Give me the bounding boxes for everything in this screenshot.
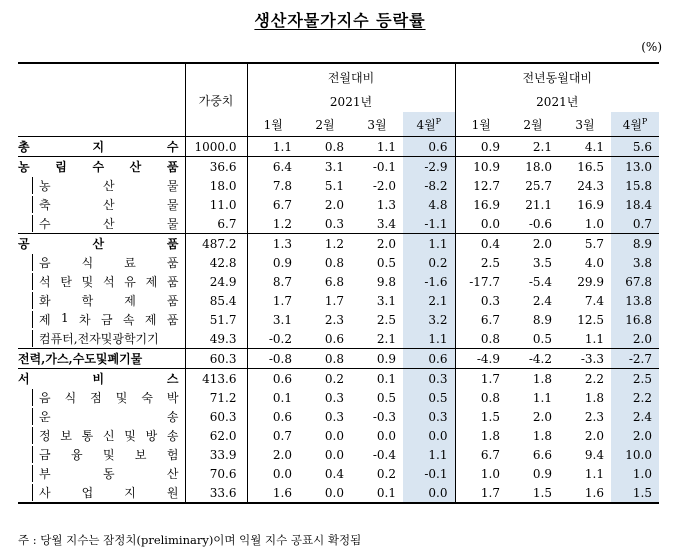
- mom-cell: 2.0: [272, 447, 292, 462]
- mom-cell: 3.1: [376, 293, 396, 308]
- row-label: 제 1 차 금 속 제 품: [18, 310, 185, 329]
- mom-cell: 1.1: [403, 445, 455, 464]
- yoy-cell: 16.5: [559, 157, 611, 177]
- yoy-cell: 12.5: [577, 312, 604, 327]
- yoy-cell: 0.8: [480, 390, 500, 405]
- yoy-cell: 1.7: [455, 483, 507, 503]
- mom-cell: 0.3: [403, 369, 455, 389]
- table-row: [18, 407, 659, 426]
- yoy-cell: 0.4: [455, 234, 507, 254]
- weight-cell: 24.9: [185, 272, 247, 291]
- yoy-cell: 0.5: [532, 331, 552, 346]
- mom-cell: -2.0: [372, 178, 396, 193]
- yoy-cell: -4.2: [507, 349, 559, 369]
- row-label: 서 비 스: [18, 369, 185, 389]
- yoy-cell: 1.5: [480, 409, 500, 424]
- row-label: 석 탄 및 석 유 제 품: [18, 272, 185, 291]
- table-row: [18, 483, 659, 503]
- yoy-cell: 2.5: [480, 255, 500, 270]
- weight-cell: 60.3: [185, 407, 247, 426]
- table-row: [18, 176, 659, 195]
- yoy-cell: 1.8: [584, 390, 604, 405]
- header-month: 3월: [351, 112, 403, 137]
- mom-cell: -0.1: [403, 464, 455, 483]
- yoy-cell: 5.6: [611, 137, 659, 157]
- yoy-cell: 24.3: [577, 178, 604, 193]
- mom-cell: 2.0: [351, 234, 403, 254]
- mom-cell: 1.1: [272, 139, 292, 154]
- mom-cell: 1.7: [272, 293, 292, 308]
- mom-cell: 0.5: [403, 388, 455, 407]
- yoy-cell: -17.7: [469, 274, 500, 289]
- weight-cell: 1000.0: [185, 137, 247, 157]
- row-label: 사 업 지 원: [18, 483, 185, 503]
- yoy-cell: 2.0: [611, 426, 659, 445]
- footnote: 주 : 당월 지수는 잠정치(preliminary)이며 익월 지수 공표시 확정됨: [18, 533, 362, 547]
- table-row: [18, 214, 659, 234]
- yoy-cell: 2.4: [611, 407, 659, 426]
- yoy-cell: 0.8: [480, 331, 500, 346]
- mom-cell: 6.8: [324, 274, 344, 289]
- yoy-cell: 18.0: [507, 157, 559, 177]
- mom-cell: 0.3: [324, 390, 344, 405]
- weight-cell: 33.9: [185, 445, 247, 464]
- mom-cell: 0.6: [247, 369, 299, 389]
- yoy-cell: 0.9: [480, 139, 500, 154]
- row-label: 농 림 수 산 품: [18, 157, 185, 177]
- yoy-cell: 2.0: [584, 428, 604, 443]
- header-year-mom: 2021년: [247, 90, 455, 112]
- header-year-yoy: 2021년: [536, 94, 579, 109]
- mom-cell: 0.3: [324, 216, 344, 231]
- header-month: 2월: [299, 112, 351, 137]
- mom-cell: 2.1: [403, 291, 455, 310]
- mom-cell: 0.9: [351, 349, 403, 369]
- mom-cell: 1.7: [324, 293, 344, 308]
- mom-cell: -2.9: [403, 157, 455, 177]
- table-row: [18, 234, 659, 254]
- table-row: [18, 157, 659, 177]
- mom-cell: 1.3: [376, 197, 396, 212]
- header-month-prelim: 4월$^P$: [403, 112, 455, 137]
- weight-cell: 36.6: [185, 157, 247, 177]
- yoy-cell: 2.0: [532, 409, 552, 424]
- yoy-cell: 67.8: [611, 272, 659, 291]
- mom-cell: 2.0: [324, 197, 344, 212]
- yoy-cell: 10.0: [611, 445, 659, 464]
- mom-cell: 0.2: [299, 369, 351, 389]
- mom-cell: -0.4: [372, 447, 396, 462]
- yoy-cell: 2.3: [584, 409, 604, 424]
- row-label: 농 산 물: [18, 176, 185, 195]
- yoy-cell: 6.7: [480, 312, 500, 327]
- mom-cell: 1.2: [272, 216, 292, 231]
- table-row: [18, 195, 659, 214]
- row-label: 음 식 점 및 숙 박: [18, 388, 185, 407]
- table-row: [18, 310, 659, 329]
- mom-cell: 1.6: [247, 483, 299, 503]
- yoy-cell: 16.9: [577, 197, 604, 212]
- header-month: 2월: [507, 112, 559, 137]
- mom-cell: 6.7: [272, 197, 292, 212]
- weight-cell: 18.0: [185, 176, 247, 195]
- page-title: 생산자물가지수 등락률: [254, 11, 426, 30]
- weight-cell: 6.7: [185, 214, 247, 234]
- weight-cell: 70.6: [185, 464, 247, 483]
- header-month: 1월: [455, 112, 507, 137]
- yoy-cell: -3.3: [559, 349, 611, 369]
- yoy-cell: 1.0: [584, 216, 604, 231]
- weight-cell: 85.4: [185, 291, 247, 310]
- mom-cell: 0.4: [324, 466, 344, 481]
- header-mom: 전월대비: [247, 63, 455, 90]
- mom-cell: 0.5: [376, 255, 396, 270]
- mom-cell: 0.6: [403, 137, 455, 157]
- mom-cell: 0.5: [376, 390, 396, 405]
- yoy-cell: 1.5: [507, 483, 559, 503]
- yoy-cell: 1.1: [584, 466, 604, 481]
- yoy-cell: 10.9: [455, 157, 507, 177]
- mom-cell: 4.8: [403, 195, 455, 214]
- yoy-cell: -5.4: [528, 274, 552, 289]
- yoy-cell: 0.9: [532, 466, 552, 481]
- table-body: [18, 137, 659, 504]
- mom-cell: 1.3: [247, 234, 299, 254]
- mom-cell: -1.6: [403, 272, 455, 291]
- mom-cell: 2.5: [376, 312, 396, 327]
- table-row: [18, 329, 659, 349]
- table-row: [18, 369, 659, 389]
- mom-cell: 0.8: [299, 349, 351, 369]
- mom-cell: 0.2: [376, 466, 396, 481]
- yoy-cell: 2.4: [532, 293, 552, 308]
- mom-cell: 0.3: [324, 409, 344, 424]
- row-label: 화 학 제 품: [18, 291, 185, 310]
- yoy-cell: -2.7: [611, 349, 659, 369]
- mom-cell: -0.2: [268, 331, 292, 346]
- mom-cell: 0.3: [403, 407, 455, 426]
- yoy-cell: 16.8: [611, 310, 659, 329]
- table-row: [18, 426, 659, 445]
- table-row: [18, 445, 659, 464]
- yoy-cell: 4.1: [584, 139, 604, 154]
- mom-cell: 0.0: [299, 483, 351, 503]
- table-row: [18, 272, 659, 291]
- row-label: 공 산 품: [18, 234, 185, 254]
- yoy-cell: 25.7: [525, 178, 552, 193]
- weight-cell: 62.0: [185, 426, 247, 445]
- yoy-cell: 0.0: [480, 216, 500, 231]
- yoy-cell: 16.9: [473, 197, 500, 212]
- yoy-cell: 1.8: [532, 428, 552, 443]
- yoy-cell: 0.7: [611, 214, 659, 234]
- mom-cell: 2.1: [376, 331, 396, 346]
- yoy-cell: 1.1: [532, 390, 552, 405]
- yoy-cell: 2.1: [532, 139, 552, 154]
- yoy-cell: 12.7: [473, 178, 500, 193]
- yoy-cell: 3.8: [611, 253, 659, 272]
- yoy-cell: 1.5: [611, 483, 659, 503]
- row-label: 축 산 물: [18, 195, 185, 214]
- mom-cell: 0.2: [403, 253, 455, 272]
- header-weight: 가중치: [185, 63, 247, 137]
- mom-cell: 1.2: [299, 234, 351, 254]
- table-row: [18, 349, 659, 369]
- yoy-cell: 1.0: [611, 464, 659, 483]
- row-label: 컴퓨터,전자및광학기기: [18, 329, 185, 349]
- mom-cell: 0.6: [272, 409, 292, 424]
- yoy-cell: 5.7: [559, 234, 611, 254]
- mom-cell: 8.7: [272, 274, 292, 289]
- table-row: [18, 388, 659, 407]
- row-label: 금 융 및 보 험: [18, 445, 185, 464]
- yoy-cell: 21.1: [525, 197, 552, 212]
- yoy-cell: 29.9: [577, 274, 604, 289]
- mom-cell: 9.8: [376, 274, 396, 289]
- yoy-cell: 6.7: [480, 447, 500, 462]
- yoy-cell: 8.9: [532, 312, 552, 327]
- mom-cell: 0.0: [272, 466, 292, 481]
- mom-cell: 1.1: [376, 139, 396, 154]
- mom-cell: 3.1: [272, 312, 292, 327]
- mom-cell: 0.0: [376, 428, 396, 443]
- row-label: 부 동 산: [18, 464, 185, 483]
- table-row: [18, 291, 659, 310]
- row-label: 운 송: [18, 407, 185, 426]
- yoy-cell: 2.0: [507, 234, 559, 254]
- mom-cell: 3.1: [299, 157, 351, 177]
- weight-cell: 487.2: [185, 234, 247, 254]
- mom-cell: 5.1: [324, 178, 344, 193]
- mom-cell: 0.1: [272, 390, 292, 405]
- mom-cell: 3.2: [403, 310, 455, 329]
- mom-cell: 0.6: [324, 331, 344, 346]
- mom-cell: -0.1: [351, 157, 403, 177]
- row-label: 음 식 료 품: [18, 253, 185, 272]
- yoy-cell: 1.0: [480, 466, 500, 481]
- mom-cell: 0.1: [351, 483, 403, 503]
- mom-cell: -0.8: [247, 349, 299, 369]
- yoy-cell: 9.4: [584, 447, 604, 462]
- table-row: [18, 464, 659, 483]
- mom-cell: 0.8: [324, 139, 344, 154]
- yoy-cell: 2.5: [611, 369, 659, 389]
- yoy-cell: -0.6: [528, 216, 552, 231]
- mom-cell: 0.0: [403, 426, 455, 445]
- yoy-cell: 13.0: [611, 157, 659, 177]
- yoy-cell: 8.9: [611, 234, 659, 254]
- mom-cell: 7.8: [272, 178, 292, 193]
- unit-label: (%): [641, 40, 662, 54]
- weight-cell: 60.3: [185, 349, 247, 369]
- yoy-cell: 2.0: [611, 329, 659, 349]
- yoy-cell: 1.8: [480, 428, 500, 443]
- row-label: 수 산 물: [18, 214, 185, 234]
- mom-cell: 0.6: [403, 349, 455, 369]
- yoy-cell: 1.8: [507, 369, 559, 389]
- yoy-cell: 1.6: [559, 483, 611, 503]
- yoy-cell: 15.8: [611, 176, 659, 195]
- row-label: 정 보 통 신 및 방 송: [18, 426, 185, 445]
- mom-cell: -0.3: [372, 409, 396, 424]
- mom-cell: 6.4: [247, 157, 299, 177]
- weight-cell: 42.8: [185, 253, 247, 272]
- header-month-prelim: 4월$^P$: [611, 112, 659, 137]
- yoy-cell: 0.3: [480, 293, 500, 308]
- table-row: [18, 253, 659, 272]
- mom-cell: 0.9: [272, 255, 292, 270]
- weight-cell: 33.6: [185, 483, 247, 503]
- mom-cell: -1.1: [403, 214, 455, 234]
- yoy-cell: 1.7: [455, 369, 507, 389]
- table-row: [18, 137, 659, 157]
- mom-cell: 0.1: [351, 369, 403, 389]
- mom-cell: 3.4: [376, 216, 396, 231]
- header-yoy: 전년동월대비: [455, 63, 659, 90]
- yoy-cell: 2.2: [611, 388, 659, 407]
- mom-cell: 1.1: [403, 234, 455, 254]
- yoy-cell: 4.0: [584, 255, 604, 270]
- yoy-cell: 1.1: [584, 331, 604, 346]
- weight-cell: 49.3: [185, 329, 247, 349]
- yoy-cell: 6.6: [532, 447, 552, 462]
- mom-cell: 0.0: [403, 483, 455, 503]
- mom-cell: 2.3: [324, 312, 344, 327]
- yoy-cell: 13.8: [611, 291, 659, 310]
- row-label: 전력,가스,수도및폐기물: [18, 349, 185, 369]
- header-month: 1월: [247, 112, 299, 137]
- mom-cell: 0.8: [324, 255, 344, 270]
- yoy-cell: 18.4: [611, 195, 659, 214]
- weight-cell: 413.6: [185, 369, 247, 389]
- ppi-table: [18, 62, 659, 504]
- mom-cell: 1.1: [403, 329, 455, 349]
- mom-cell: 0.0: [324, 447, 344, 462]
- mom-cell: 0.0: [324, 428, 344, 443]
- yoy-cell: -4.9: [455, 349, 507, 369]
- row-label: 총 지 수: [18, 140, 179, 154]
- header-month: 3월: [559, 112, 611, 137]
- weight-cell: 11.0: [185, 195, 247, 214]
- weight-cell: 51.7: [185, 310, 247, 329]
- mom-cell: -8.2: [403, 176, 455, 195]
- yoy-cell: 3.5: [532, 255, 552, 270]
- yoy-cell: 7.4: [584, 293, 604, 308]
- yoy-cell: 2.2: [559, 369, 611, 389]
- mom-cell: 0.7: [272, 428, 292, 443]
- weight-cell: 71.2: [185, 388, 247, 407]
- header-item: [18, 63, 185, 137]
